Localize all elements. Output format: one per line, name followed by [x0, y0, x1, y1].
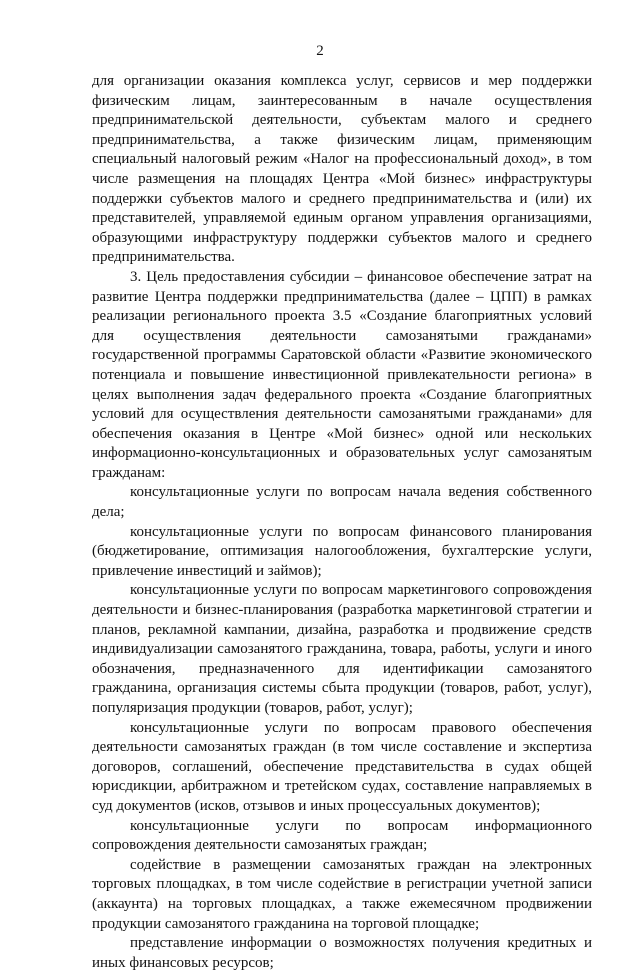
page-number: 2: [316, 43, 324, 59]
paragraph-subsidy-goal: 3. Цель предоставления субсидии – финансовое обеспечение затрат на развитие Центра поддержки предпринимательства (далее – ЦПП) в рамках реализации регионального проекта 3.5 «Создание благоприятных условий для осуществления деятельности самозанятыми гражданами» государственной программы Саратовской области «Развитие экономического потенциала и повышение инвестиционной привлекательности региона» в целях выполнения задач федерального проекта «Создание благоприятных условий для осуществления деятельности самозанятыми гражданами» для обеспечения оказания в Центре «Мой бизнес» одной или нескольких информационно-консультационных и образовательных услуг самозанятым гражданам:: [92, 268, 592, 481]
list-item-startup-consulting: консультационные услуги по вопросам начала ведения собственного дела;: [92, 484, 592, 521]
list-item-legal-consulting: консультационные услуги по вопросам правового обеспечения деятельности самозанятых граждан (в том числе составление и экспертиза договоров, соглашений, обеспечение представительства в судах общей юрисдикции, арбитражном и третейском судах, составление направляемых в суд документов (исков, отзывов и иных процессуальных документов);: [92, 719, 592, 814]
list-item-financial-planning: консультационные услуги по вопросам финансового планирования (бюджетирование, оптимизация налогообложения, бухгалтерские услуги, привлечение инвестиций и займов);: [92, 523, 592, 579]
document-body: [92, 72, 592, 973]
list-item-marketing-consulting: консультационные услуги по вопросам маркетингового сопровождения деятельности и бизнес-планирования (разработка маркетинговой стратегии и планов, рекламной кампании, дизайна, разработка и продвижение средств индивидуализации самозанятого гражданина, товара, работы, услуги и иного обозначения, предназначенного для идентификации самозанятого гражданина, организация системы сбыта продукции (товаров, работ, услуг), популяризация продукции (товаров, работ, услуг);: [92, 582, 592, 716]
list-item-information-support: консультационные услуги по вопросам информационного сопровождения деятельности самозанятых граждан;: [92, 817, 592, 854]
list-item-credit-information: представление информации о возможностях получения кредитных и иных финансовых ресурсов;: [92, 935, 592, 971]
list-item-marketplace-placement: содействие в размещении самозанятых граждан на электронных торговых площадках, в том числе содействие в регистрации учетной записи (аккаунта) на торговых площадках, а также ежемесячном продвижении продукции самозанятого гражданина на торговой площадке;: [92, 856, 592, 932]
paragraph-infrastructure-purpose: для организации оказания комплекса услуг, сервисов и мер поддержки физическим лицам, заинтересованным в начале осуществления предпринимательской деятельности, субъектам малого и среднего предпринимательства, а также физическим лицам, применяющим специальный налоговый режим «Налог на профессиональный доход», в том числе размещения на площадях Центра «Мой бизнес» инфраструктуры поддержки субъектов малого и среднего предпринимательства и (или) их представителей, управляемой единым органом управления организациями, образующими инфраструктуру поддержки субъектов малого и среднего предпринимательства.: [92, 73, 592, 266]
